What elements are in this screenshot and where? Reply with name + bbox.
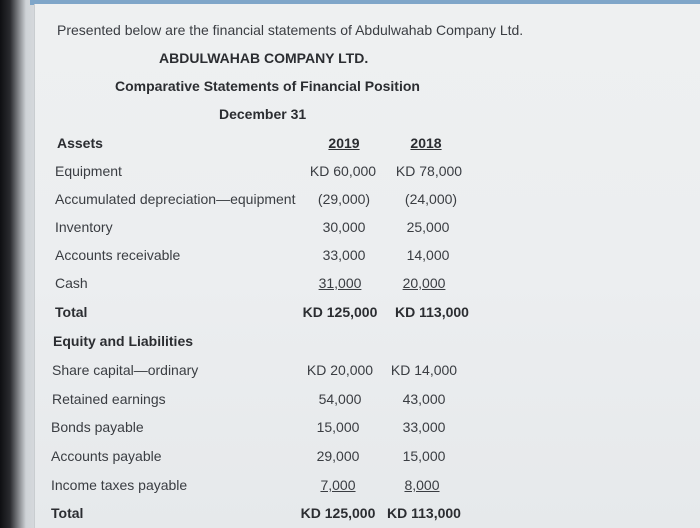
asset-row-label: Accumulated depreciation—equipment bbox=[55, 191, 296, 207]
liability-row-2018: 33,000 bbox=[402, 419, 446, 435]
liability-row-label: Income taxes payable bbox=[51, 477, 188, 493]
asset-row-label: Inventory bbox=[55, 219, 113, 235]
liability-row-label: Share capital—ordinary bbox=[52, 362, 199, 378]
assets-total-2018: KD 113,000 bbox=[395, 304, 469, 320]
asset-row-2019: 31,000 bbox=[318, 275, 362, 291]
asset-row-label: Accounts receivable bbox=[55, 247, 181, 263]
asset-row-label: Cash bbox=[55, 275, 88, 291]
liability-row-2018: 43,000 bbox=[402, 391, 446, 407]
liability-row-label: Bonds payable bbox=[51, 419, 144, 435]
company-name: ABDULWAHAB COMPANY LTD. bbox=[159, 50, 369, 66]
asset-row-2019: (29,000) bbox=[317, 191, 371, 207]
asset-row-2018: 14,000 bbox=[406, 247, 450, 263]
assets-total-2019: KD 125,000 bbox=[302, 304, 378, 320]
intro-text: Presented below are the financial statements of Abdulwahab Company Ltd. bbox=[57, 22, 524, 38]
statement-title: Comparative Statements of Financial Position bbox=[115, 78, 420, 94]
liability-row-label: Accounts payable bbox=[51, 448, 162, 464]
asset-row-2018: 25,000 bbox=[406, 219, 450, 235]
assets-total-label: Total bbox=[55, 304, 88, 320]
liability-row-2019: 15,000 bbox=[316, 419, 360, 435]
asset-row-2019: KD 60,000 bbox=[309, 163, 377, 179]
asset-row-2018: 20,000 bbox=[402, 275, 446, 291]
liability-row-label: Retained earnings bbox=[52, 391, 166, 407]
asset-row-2018: (24,000) bbox=[404, 191, 458, 207]
liabilities-total-label: Total bbox=[51, 505, 84, 521]
liability-row-2018: KD 14,000 bbox=[390, 362, 458, 378]
asset-row-label: Equipment bbox=[55, 163, 122, 179]
assets-header: Assets bbox=[57, 135, 103, 151]
asset-row-2018: KD 78,000 bbox=[395, 163, 463, 179]
column-header-2018: 2018 bbox=[410, 135, 442, 151]
liability-row-2019: 29,000 bbox=[316, 448, 360, 464]
column-header-2019: 2019 bbox=[328, 135, 360, 151]
liability-row-2019: 54,000 bbox=[318, 391, 362, 407]
statement-date: December 31 bbox=[219, 106, 307, 122]
liability-row-2019: 7,000 bbox=[320, 477, 356, 493]
liability-row-2019: KD 20,000 bbox=[306, 362, 374, 378]
asset-row-2019: 33,000 bbox=[322, 247, 366, 263]
liabilities-total-2019: KD 125,000 bbox=[300, 505, 376, 521]
asset-row-2019: 30,000 bbox=[322, 219, 366, 235]
liability-row-2018: 15,000 bbox=[402, 448, 446, 464]
liabilities-total-2018: KD 113,000 bbox=[387, 505, 461, 521]
liability-row-2018: 8,000 bbox=[404, 477, 440, 493]
liabilities-header: Equity and Liabilities bbox=[53, 333, 194, 349]
